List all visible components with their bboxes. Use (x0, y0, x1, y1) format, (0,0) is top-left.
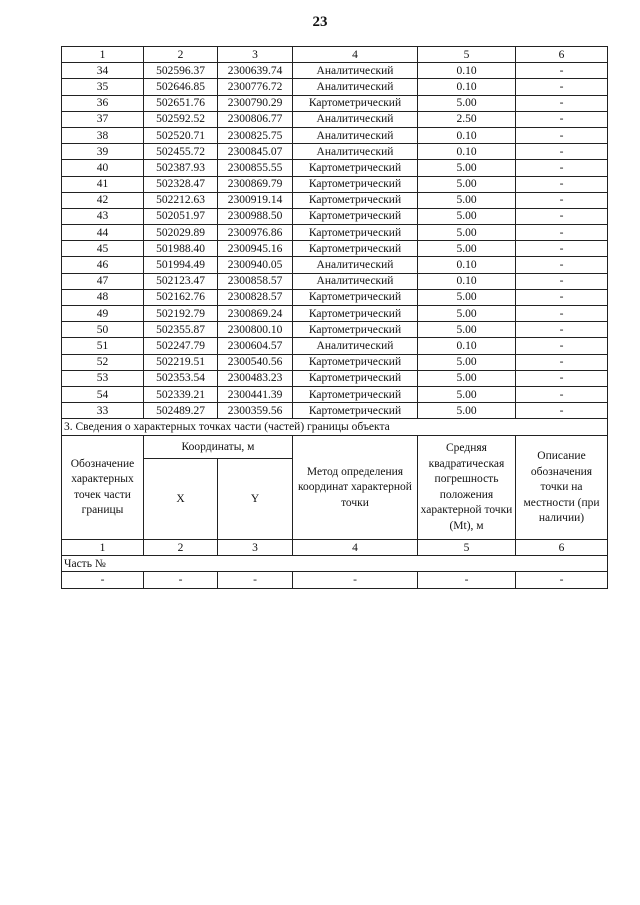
accuracy-cell: 5.00 (418, 95, 516, 111)
point-id-cell: 52 (62, 354, 144, 370)
empty-cell: - (516, 572, 608, 588)
table-row (62, 176, 608, 192)
method-cell: Картометрический (293, 241, 418, 257)
column-number-cell: 6 (516, 47, 608, 63)
point-id-cell: 51 (62, 338, 144, 354)
table-row (62, 160, 608, 176)
y-coordinate-cell: 2300359.56 (218, 403, 293, 419)
table-row (62, 111, 608, 127)
point-id-cell: 35 (62, 79, 144, 95)
description-cell: - (516, 63, 608, 79)
x-coordinate-cell: 502489.27 (144, 403, 218, 419)
y-coordinate-cell: 2300540.56 (218, 354, 293, 370)
x-coordinate-cell: 502646.85 (144, 79, 218, 95)
description-cell: - (516, 208, 608, 224)
x-coordinate-cell: 502328.47 (144, 176, 218, 192)
point-id-cell: 47 (62, 273, 144, 289)
point-id-cell: 40 (62, 160, 144, 176)
column-number-cell: 3 (218, 47, 293, 63)
x-coordinate-cell: 502592.52 (144, 111, 218, 127)
description-cell: - (516, 127, 608, 143)
y-coordinate-cell: 2300845.07 (218, 144, 293, 160)
table-row (62, 370, 608, 386)
accuracy-cell: 0.10 (418, 63, 516, 79)
description-cell: - (516, 338, 608, 354)
x-coordinate-cell: 502355.87 (144, 322, 218, 338)
accuracy-cell: 0.10 (418, 273, 516, 289)
accuracy-cell: 0.10 (418, 127, 516, 143)
accuracy-cell: 5.00 (418, 160, 516, 176)
empty-cell: - (144, 572, 218, 588)
y-coordinate-cell: 2300825.75 (218, 127, 293, 143)
x-coordinate-cell: 502123.47 (144, 273, 218, 289)
point-id-cell: 41 (62, 176, 144, 192)
x-coordinate-cell: 502247.79 (144, 338, 218, 354)
header-designation: Обозначение характерных точек части границы (62, 436, 144, 540)
section-title-row (62, 419, 608, 436)
description-cell: - (516, 192, 608, 208)
x-coordinate-cell: 502353.54 (144, 370, 218, 386)
method-cell: Картометрический (293, 354, 418, 370)
point-id-cell: 36 (62, 95, 144, 111)
description-cell: - (516, 306, 608, 322)
column-number-cell: 2 (144, 47, 218, 63)
method-cell: Картометрический (293, 192, 418, 208)
y-coordinate-cell: 2300800.10 (218, 322, 293, 338)
description-cell: - (516, 160, 608, 176)
description-cell: - (516, 225, 608, 241)
method-cell: Аналитический (293, 79, 418, 95)
x-coordinate-cell: 502387.93 (144, 160, 218, 176)
table-row (62, 208, 608, 224)
table-row (62, 306, 608, 322)
x-coordinate-cell: 502596.37 (144, 63, 218, 79)
method-cell: Аналитический (293, 111, 418, 127)
y-coordinate-cell: 2300441.39 (218, 386, 293, 402)
header-accuracy: Средняя квадратическая погрешность положения характерной точки (Mt), м (418, 436, 516, 540)
part-row (62, 556, 608, 572)
y-coordinate-cell: 2300988.50 (218, 208, 293, 224)
y-coordinate-cell: 2300940.05 (218, 257, 293, 273)
table-row (62, 127, 608, 143)
column-number-cell: 3 (218, 540, 293, 556)
column-number-cell: 4 (293, 47, 418, 63)
table-row (62, 63, 608, 79)
x-coordinate-cell: 502212.63 (144, 192, 218, 208)
x-coordinate-cell: 502029.89 (144, 225, 218, 241)
header-method: Метод определения координат характерной точки (293, 436, 418, 540)
y-coordinate-cell: 2300828.57 (218, 289, 293, 305)
accuracy-cell: 5.00 (418, 370, 516, 386)
description-cell: - (516, 257, 608, 273)
method-cell: Картометрический (293, 225, 418, 241)
header-x: X (144, 459, 218, 540)
accuracy-cell: 5.00 (418, 289, 516, 305)
accuracy-cell: 5.00 (418, 192, 516, 208)
accuracy-cell: 0.10 (418, 257, 516, 273)
point-id-cell: 54 (62, 386, 144, 402)
method-cell: Аналитический (293, 127, 418, 143)
description-cell: - (516, 289, 608, 305)
page-number: 23 (312, 14, 328, 30)
method-cell: Аналитический (293, 144, 418, 160)
y-coordinate-cell: 2300790.29 (218, 95, 293, 111)
part-label: Часть № (62, 556, 608, 572)
point-id-cell: 49 (62, 306, 144, 322)
x-coordinate-cell: 501994.49 (144, 257, 218, 273)
method-cell: Картометрический (293, 370, 418, 386)
accuracy-cell: 5.00 (418, 241, 516, 257)
accuracy-cell: 2.50 (418, 111, 516, 127)
x-coordinate-cell: 502455.72 (144, 144, 218, 160)
table-row (62, 257, 608, 273)
point-id-cell: 50 (62, 322, 144, 338)
y-coordinate-cell: 2300869.24 (218, 306, 293, 322)
description-cell: - (516, 386, 608, 402)
column-number-cell: 5 (418, 540, 516, 556)
method-cell: Аналитический (293, 338, 418, 354)
table-row (62, 322, 608, 338)
accuracy-cell: 0.10 (418, 144, 516, 160)
accuracy-cell: 5.00 (418, 176, 516, 192)
method-cell: Картометрический (293, 160, 418, 176)
method-cell: Аналитический (293, 273, 418, 289)
method-cell: Аналитический (293, 257, 418, 273)
table-row (62, 225, 608, 241)
method-cell: Картометрический (293, 403, 418, 419)
column-number-cell: 6 (516, 540, 608, 556)
point-id-cell: 44 (62, 225, 144, 241)
point-id-cell: 45 (62, 241, 144, 257)
accuracy-cell: 5.00 (418, 306, 516, 322)
y-coordinate-cell: 2300604.57 (218, 338, 293, 354)
y-coordinate-cell: 2300858.57 (218, 273, 293, 289)
x-coordinate-cell: 502651.76 (144, 95, 218, 111)
table-row (62, 241, 608, 257)
description-cell: - (516, 322, 608, 338)
y-coordinate-cell: 2300945.16 (218, 241, 293, 257)
column-number-cell: 1 (62, 47, 144, 63)
y-coordinate-cell: 2300976.86 (218, 225, 293, 241)
accuracy-cell: 0.10 (418, 79, 516, 95)
point-id-cell: 53 (62, 370, 144, 386)
column-number-cell: 4 (293, 540, 418, 556)
column-number-cell: 1 (62, 540, 144, 556)
method-cell: Картометрический (293, 322, 418, 338)
description-cell: - (516, 176, 608, 192)
table-row (62, 144, 608, 160)
y-coordinate-cell: 2300483.23 (218, 370, 293, 386)
header-row (62, 436, 608, 459)
accuracy-cell: 5.00 (418, 403, 516, 419)
column-number-cell: 2 (144, 540, 218, 556)
accuracy-cell: 5.00 (418, 386, 516, 402)
description-cell: - (516, 79, 608, 95)
point-id-cell: 46 (62, 257, 144, 273)
column-number-row (62, 540, 608, 556)
y-coordinate-cell: 2300855.55 (218, 160, 293, 176)
x-coordinate-cell: 502339.21 (144, 386, 218, 402)
y-coordinate-cell: 2300919.14 (218, 192, 293, 208)
table-row (62, 192, 608, 208)
point-id-cell: 48 (62, 289, 144, 305)
x-coordinate-cell: 502219.51 (144, 354, 218, 370)
description-cell: - (516, 370, 608, 386)
point-id-cell: 39 (62, 144, 144, 160)
table-row (62, 403, 608, 419)
method-cell: Картометрический (293, 386, 418, 402)
accuracy-cell: 5.00 (418, 225, 516, 241)
point-id-cell: 33 (62, 403, 144, 419)
point-id-cell: 37 (62, 111, 144, 127)
x-coordinate-cell: 502162.76 (144, 289, 218, 305)
description-cell: - (516, 144, 608, 160)
table-row (62, 273, 608, 289)
table-row (62, 95, 608, 111)
empty-cell: - (62, 572, 144, 588)
y-coordinate-cell: 2300776.72 (218, 79, 293, 95)
point-id-cell: 43 (62, 208, 144, 224)
accuracy-cell: 5.00 (418, 354, 516, 370)
method-cell: Картометрический (293, 306, 418, 322)
column-number-row (62, 47, 608, 63)
method-cell: Картометрический (293, 95, 418, 111)
header-y: Y (218, 459, 293, 540)
description-cell: - (516, 273, 608, 289)
method-cell: Картометрический (293, 208, 418, 224)
empty-cell: - (218, 572, 293, 588)
table-row (62, 79, 608, 95)
table-row (62, 338, 608, 354)
y-coordinate-cell: 2300806.77 (218, 111, 293, 127)
header-description: Описание обозначения точки на местности (при наличии) (516, 436, 608, 540)
description-cell: - (516, 111, 608, 127)
section-title: 3. Сведения о характерных точках части (частей) границы объекта (62, 419, 608, 436)
method-cell: Картометрический (293, 289, 418, 305)
y-coordinate-cell: 2300869.79 (218, 176, 293, 192)
accuracy-cell: 5.00 (418, 322, 516, 338)
description-cell: - (516, 241, 608, 257)
point-id-cell: 42 (62, 192, 144, 208)
empty-cell: - (293, 572, 418, 588)
boundary-points-table (61, 46, 608, 589)
method-cell: Картометрический (293, 176, 418, 192)
header-coordinates: Координаты, м (144, 436, 293, 459)
accuracy-cell: 0.10 (418, 338, 516, 354)
x-coordinate-cell: 501988.40 (144, 241, 218, 257)
column-number-cell: 5 (418, 47, 516, 63)
accuracy-cell: 5.00 (418, 208, 516, 224)
y-coordinate-cell: 2300639.74 (218, 63, 293, 79)
point-id-cell: 38 (62, 127, 144, 143)
method-cell: Аналитический (293, 63, 418, 79)
description-cell: - (516, 95, 608, 111)
empty-cell: - (418, 572, 516, 588)
table-row (62, 354, 608, 370)
x-coordinate-cell: 502520.71 (144, 127, 218, 143)
x-coordinate-cell: 502192.79 (144, 306, 218, 322)
description-cell: - (516, 354, 608, 370)
table-row (62, 572, 608, 588)
description-cell: - (516, 403, 608, 419)
table-row (62, 289, 608, 305)
point-id-cell: 34 (62, 63, 144, 79)
x-coordinate-cell: 502051.97 (144, 208, 218, 224)
table-row (62, 386, 608, 402)
